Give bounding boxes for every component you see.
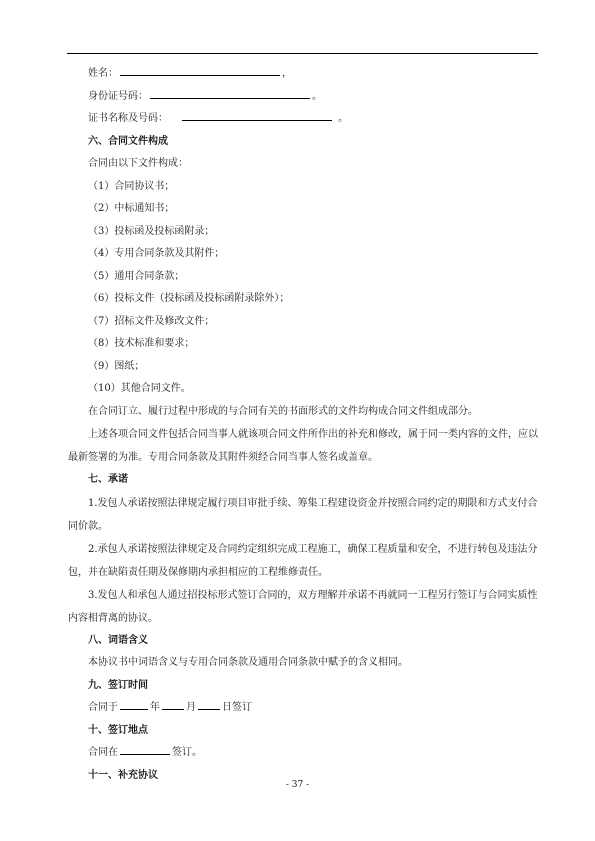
cert-blank [182, 109, 332, 121]
day-blank [198, 698, 220, 710]
place-prefix: 合同在 [88, 747, 118, 758]
year-label: 年 [150, 702, 160, 713]
list-item: （6）投标文件（投标函及投标函附录除外）； [88, 293, 290, 304]
month-blank [162, 698, 184, 710]
section-6-para-2-text: 上述各项合同文件包括合同当事人就该项合同文件所作出的补充和修改，属于同一类内容的文件，应以最新签署的为准。专用合同条款及其附件须经合同当事人签名或盖章。 [68, 429, 538, 463]
section-7-heading: 七、承诺 [88, 474, 128, 485]
section-10-heading: 十、签订地点 [88, 724, 148, 736]
cert-label: 证书名称及号码： [88, 113, 168, 124]
section-7-item-2 [68, 538, 540, 584]
list-item: （8）技术标准和要求； [88, 338, 195, 349]
page-number: - 37 - [285, 780, 310, 790]
header-rule [67, 53, 538, 54]
section-7-item-2-text: 2.承包人承诺按照法律规定及合同约定组织完成工程施工，确保工程质量和安全，不进行转包及违法分包，并在缺陷责任期及保修期内承担相应的工程维修责任。 [68, 543, 538, 578]
name-line [88, 63, 540, 86]
section-7-item-3-text: 3.发包人和承包人通过招投标形式签订合同的，双方理解并承诺不再就同一工程另行签订与合同实质性内容相背离的协议。 [68, 589, 538, 624]
section-11-heading: 十一、补充协议 [88, 769, 158, 781]
section-6-intro: 合同由以下文件构成： [88, 158, 188, 169]
signing-place-line [88, 742, 540, 765]
cert-line [88, 108, 540, 131]
id-blank [150, 87, 310, 99]
id-line [88, 86, 540, 109]
section-7-item-3 [68, 584, 540, 630]
place-blank [120, 743, 170, 755]
list-item: （5）通用合同条款； [88, 270, 185, 282]
list-item: （10）其他合同文件。 [88, 383, 191, 394]
name-end: ， [282, 68, 292, 79]
month-label: 月 [186, 702, 196, 713]
list-item: （2）中标通知书； [88, 203, 175, 214]
id-end: 。 [312, 90, 322, 102]
list-item: （1）合同协议书； [88, 180, 175, 192]
year-blank [120, 698, 148, 710]
section-6-para-2 [68, 423, 540, 469]
section-8-heading: 八、词语含义 [88, 634, 148, 646]
day-label: 日签订 [222, 702, 252, 713]
section-7-item-1-text: 1.发包人承诺按照法律规定履行项目审批手续、筹集工程建设资金并按照合同约定的期限和方式支付合同价款。 [68, 497, 538, 532]
section-9-heading: 九、签订时间 [88, 679, 148, 691]
list-item: （3）投标函及投标函附录； [88, 225, 215, 237]
list-item: （7）招标文件及修改文件； [88, 315, 215, 327]
document-body [68, 63, 540, 787]
section-6-para-1: 在合同订立、履行过程中形成的与合同有关的书面形式的文件均构成合同文件组成部分。 [88, 405, 478, 417]
section-8-text: 本协议书中词语含义与专用合同条款及通用合同条款中赋予的含义相同。 [88, 657, 408, 668]
list-item: （9）图纸； [88, 360, 145, 372]
section-6-heading: 六、合同文件构成 [88, 135, 168, 147]
place-suffix: 签订。 [172, 747, 202, 758]
section-7-item-1 [68, 492, 540, 538]
signing-date-line [88, 697, 540, 720]
cert-end: 。 [338, 113, 348, 124]
list-item: （4）专用合同条款及其附件； [88, 248, 225, 259]
name-label: 姓名： [88, 68, 118, 79]
date-prefix: 合同于 [88, 702, 118, 713]
name-blank [120, 64, 280, 76]
id-label: 身份证号码： [88, 90, 148, 102]
